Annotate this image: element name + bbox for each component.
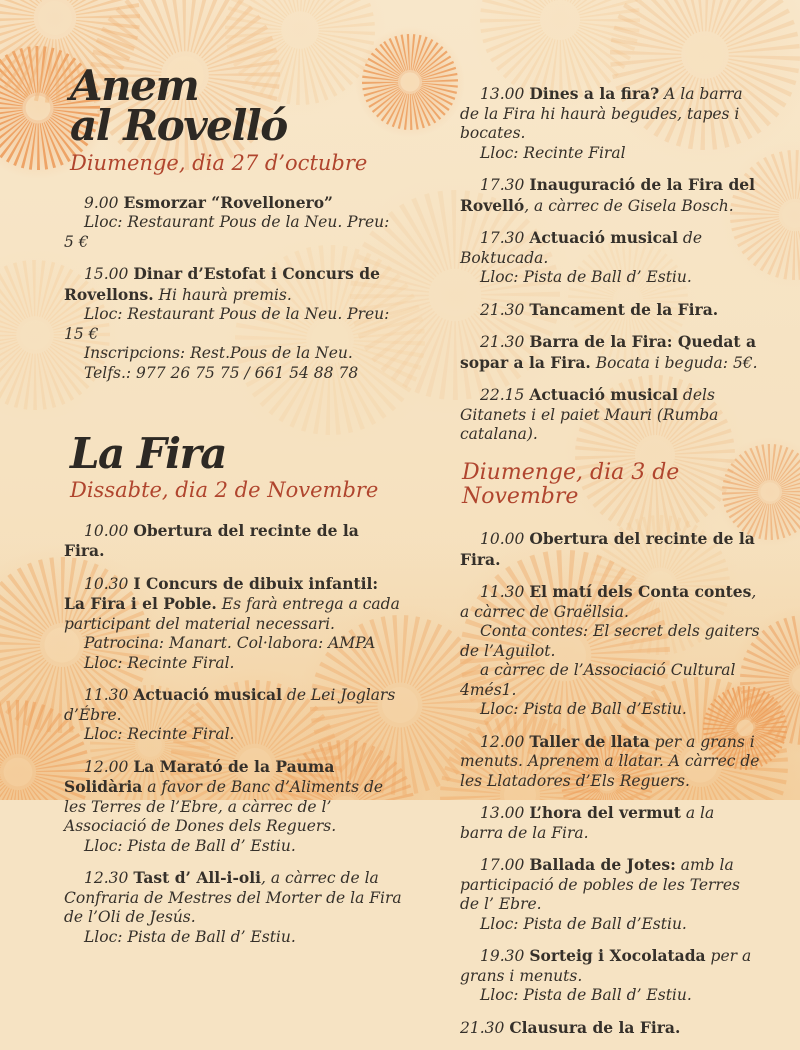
section-title-line: La Fira	[70, 428, 226, 478]
event-line: Lloc: Pista de Ball d’ Estiu.	[84, 927, 296, 946]
event-title: Actuació musical	[133, 685, 282, 705]
event-detail: a favor de Banc d’Aliments de les Terres de l’Ebre, a càrrec de l’ Associació de Dones dels Reguers.	[64, 778, 384, 836]
event-item	[460, 385, 760, 445]
event-line: a càrrec de l’Associació Cultural 4més1.	[460, 661, 736, 699]
event-title: La Marató de la Pauma Solidària	[64, 756, 335, 797]
left-column	[64, 0, 402, 959]
event-line: Lloc: Pista de Ball d’ Estiu.	[480, 268, 692, 287]
event-item	[460, 332, 760, 373]
event-time: 21.30	[460, 1018, 510, 1037]
event-item	[460, 946, 760, 1006]
section-title	[64, 61, 402, 150]
event-detail: per a grans i menuts.	[460, 947, 752, 985]
event-item	[460, 175, 760, 216]
section-header	[64, 428, 402, 503]
event-title: Taller de llata	[529, 731, 650, 751]
event-time: 9.00	[84, 193, 124, 212]
event-time: 13.00	[480, 804, 530, 823]
event-time: 21.30	[480, 300, 530, 319]
event-item	[460, 803, 760, 843]
event-title: Inauguració de la Fira del Rovelló	[460, 175, 756, 215]
event-item	[64, 264, 402, 383]
event-detail: , a càrrec de Graëllsia.	[460, 583, 757, 621]
event-line: Lloc: Recinte Firal	[480, 143, 626, 162]
event-detail: per a grans i menuts. Aprenem a llatar. A càrrec de les Llatadores d’Els Reguers.	[460, 732, 760, 790]
event-item	[64, 757, 402, 857]
event-title: Barra de la Fira: Quedat a sopar a la Fira.	[460, 332, 756, 372]
event-title: I Concurs de dibuix infantil: La Fira i el Poble.	[64, 573, 379, 614]
event-time: 10.30	[84, 574, 134, 593]
event-title: Ballada de Jotes:	[529, 855, 676, 875]
event-detail: amb la participació de pobles de les Terres de l’ Ebre.	[460, 856, 740, 914]
section-date: Dissabte, dia 2 de Novembre	[70, 478, 379, 503]
event-title: Esmorzar “Rovellonero”	[123, 192, 333, 212]
event-item	[64, 521, 402, 562]
event-detail: Bocata i beguda: 5€.	[590, 353, 758, 372]
event-line: Lloc: Pista de Ball d’Estiu.	[480, 700, 687, 719]
event-item	[460, 228, 760, 288]
event-title: Tast d’ All-i-oli	[133, 868, 261, 888]
event-time: 17.00	[480, 856, 530, 875]
event-detail: a la barra de la Fira.	[460, 804, 715, 842]
event-title: Sorteig i Xocolatada	[529, 946, 706, 966]
event-title: El matí dels Conta contes	[529, 582, 752, 602]
event-item	[460, 300, 760, 321]
event-time: 11.30	[84, 686, 134, 705]
event-title: Actuació musical	[529, 228, 678, 248]
event-detail: dels Gitanets i el paiet Mauri (Rumba catalana).	[460, 386, 719, 444]
event-item	[460, 529, 760, 570]
section-title-line: Anem	[70, 61, 199, 110]
event-time: 12.00	[480, 732, 530, 751]
event-item	[460, 855, 760, 934]
event-item	[460, 732, 760, 792]
event-time: 10.00	[480, 530, 530, 549]
event-time: 12.00	[84, 757, 134, 776]
event-item	[64, 868, 402, 947]
event-item	[64, 574, 402, 674]
event-time: 13.00	[480, 85, 530, 103]
event-time: 22.15	[480, 386, 530, 405]
event-line: Lloc: Recinte Firal.	[84, 725, 235, 744]
event-item	[460, 84, 760, 163]
event-time: 17.30	[480, 229, 530, 248]
event-item	[460, 1018, 760, 1039]
section-header	[64, 61, 402, 175]
event-title: Tancament de la Fira.	[529, 299, 719, 319]
section-title	[64, 428, 402, 478]
event-line: Lloc: Pista de Ball d’ Estiu.	[84, 836, 296, 855]
event-line: Lloc: Restaurant Pous de la Neu. Preu: 5 €	[64, 213, 390, 251]
event-line: Patrocina: Manart. Col·labora: AMPA	[84, 634, 376, 653]
event-detail: A la barra de la Fira hi haurà begudes, tapes i bocates.	[460, 85, 743, 143]
event-line: Lloc: Recinte Firal.	[84, 653, 235, 672]
event-time: 19.30	[480, 947, 530, 966]
event-line: Inscripcions: Rest.Pous de la Neu.	[84, 344, 353, 363]
event-line: Conta contes: El secret dels gaiters de l’Aguilot.	[460, 622, 760, 660]
event-item	[460, 582, 760, 720]
event-detail: , a càrrec de la Confraria de Mestres del Morter de la Fira de l’Oli de Jesús.	[64, 869, 402, 927]
event-time: 15.00	[84, 265, 134, 284]
section-header	[460, 461, 760, 509]
event-time: 12.30	[84, 869, 134, 888]
event-time: 17.30	[480, 176, 530, 195]
event-title: Actuació musical	[529, 385, 678, 405]
event-line: Telfs.: 977 26 75 75 / 661 54 88 78	[84, 364, 359, 382]
event-title: Obertura del recinte de la Fira.	[64, 520, 359, 561]
event-line: Lloc: Pista de Ball d’ Estiu.	[480, 986, 692, 1005]
event-detail: de Lei Joglars d’Ébre.	[64, 686, 396, 724]
section-date: Diumenge, dia 3 de Novembre	[462, 459, 680, 509]
right-column	[460, 0, 760, 1050]
event-detail: Hi haurà premis.	[153, 285, 292, 304]
event-detail: Es farà entrega a cada participant del material necessari.	[64, 595, 400, 633]
event-item	[64, 193, 402, 253]
event-detail: de Boktucada.	[460, 229, 702, 267]
section-date: Diumenge, dia 27 d’octubre	[70, 150, 368, 175]
event-time: 10.00	[84, 521, 134, 540]
event-title: Dinar d’Estofat i Concurs de Rovellons.	[64, 264, 380, 304]
event-title: Dines a la fira?	[529, 84, 660, 103]
event-time: 21.30	[480, 333, 530, 352]
event-time: 11.30	[480, 583, 530, 602]
event-title: Clausura de la Fira.	[509, 1017, 681, 1037]
event-line: Lloc: Pista de Ball d’Estiu.	[480, 914, 687, 933]
event-title: L’hora del vermut	[529, 803, 681, 823]
event-item	[64, 685, 402, 745]
event-line: Lloc: Restaurant Pous de la Neu. Preu: 15 €	[64, 305, 390, 343]
event-detail: , a càrrec de Gisela Bosch.	[524, 196, 734, 215]
event-title: Obertura del recinte de la Fira.	[460, 529, 755, 569]
section-title-line: al Rovelló	[70, 100, 287, 150]
